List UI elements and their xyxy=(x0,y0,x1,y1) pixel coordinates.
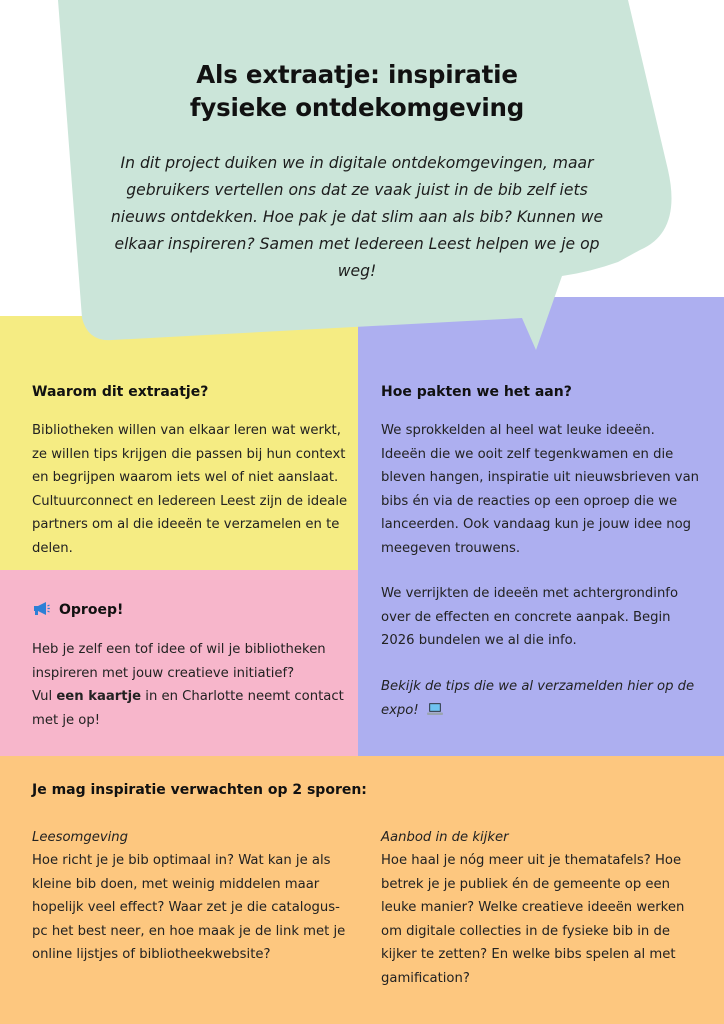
track-left-body: Hoe richt je je bib optimaal in? Wat kan je als kleine bib doen, met weinig middelen maar hopelijk veel effect? Waar zet je die catalogus-pc het best neer, en hoe maak je de link met je online lijstjes of bibliotheekwebsite? xyxy=(32,853,346,962)
intro-text: In dit project duiken we in digitale ontdekomgevingen, maar gebruikers vertellen ons dat ze vaak juist in de bib zelf iets nieuws ontdekken. Hoe pak je dat slim aan als bib? Kunnen we elkaar inspireren? Samen met Iedereen Leest helpen we je op weg! xyxy=(110,154,604,280)
track-left-title: Leesomgeving xyxy=(32,830,129,845)
call-body-part2: Vul xyxy=(32,689,53,704)
laptop-icon xyxy=(426,702,444,716)
how-para-1: We sprokkelden al heel wat leuke ideeën. Ideeën die we ooit zelf tegenkwamen en die bleven hangen, inspiratie uit nieuwsbrieven van bibs én via de reacties op een oproep die we lanceerden. Ook vandaag kun je jouw idee nog meegeven trouwens. xyxy=(381,423,700,556)
how-para-3-text: Bekijk de tips die we al verzamelden hier op de expo! xyxy=(381,679,695,718)
call-heading: Oproep! xyxy=(59,602,124,618)
call-body-part1: Heb je zelf een tof idee of wil je bibliotheken inspireren met jouw creatieve initiatief? xyxy=(32,642,326,681)
megaphone-icon xyxy=(32,601,50,616)
title-line-1: Als extraatje: inspiratie xyxy=(196,60,518,89)
tracks-heading: Je mag inspiratie verwachten op 2 sporen: xyxy=(32,782,367,798)
how-para-3 xyxy=(381,675,701,722)
card-link[interactable]: een kaartje xyxy=(56,689,142,704)
call-body-part3: in en Charlotte neemt contact met je op! xyxy=(32,689,344,728)
page-title xyxy=(110,58,604,124)
title-line-2: fysieke ontdekomgeving xyxy=(189,93,525,122)
how-para-2: We verrijkten de ideeën met achtergrondinfo over de effecten en concrete aanpak. Begin 2026 bundelen we al die info. xyxy=(381,586,679,648)
call-heading-row xyxy=(32,601,123,618)
track-right-body: Hoe haal je nóg meer uit je thematafels? Hoe betrek je je publiek én de gemeente op een leuke manier? Welke creatieve ideeën werken om digitale collecties in de fysieke bib in de kijker te zetten? En welke bibs spelen al met gamification? xyxy=(381,853,685,986)
why-heading: Waarom dit extraatje? xyxy=(32,384,209,400)
track-right-title: Aanbod in de kijker xyxy=(381,830,509,845)
call-body xyxy=(32,638,348,732)
why-body: Bibliotheken willen van elkaar leren wat werkt, ze willen tips krijgen die passen bij hun context en begrijpen waarom iets wel of niet aanslaat. Cultuurconnect en Iedereen Leest zijn de ideale partners om al die ideeën te verzamelen en te delen. xyxy=(32,423,348,556)
how-heading: Hoe pakten we het aan? xyxy=(381,384,572,400)
